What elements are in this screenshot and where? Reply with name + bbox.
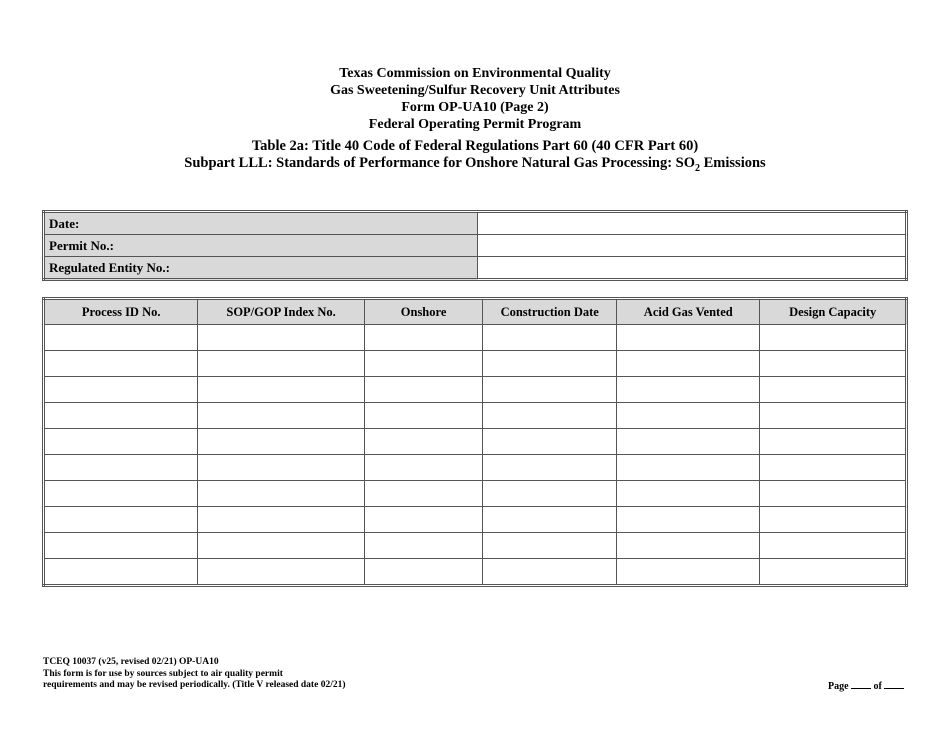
cell-process-id[interactable]	[44, 481, 198, 507]
table-row	[44, 559, 907, 586]
cell-acid-gas-vented[interactable]	[617, 325, 760, 351]
cell-design-capacity[interactable]	[760, 455, 907, 481]
subpart-title: Subpart LLL: Standards of Performance for Onshore Natural Gas Processing: $SO_2$ Emissions	[184, 155, 766, 174]
cell-onshore[interactable]	[364, 559, 483, 586]
cell-construction-date[interactable]	[483, 481, 617, 507]
cell-design-capacity[interactable]	[760, 325, 907, 351]
cell-sop-gop-index[interactable]	[198, 507, 364, 533]
date-field[interactable]	[478, 212, 907, 235]
cell-design-capacity[interactable]	[760, 429, 907, 455]
form-revision: TCEQ 10037 (v25, revised 02/21) OP-UA10	[43, 657, 219, 667]
cell-construction-date[interactable]	[483, 559, 617, 586]
table-row	[44, 507, 907, 533]
cell-acid-gas-vented[interactable]	[617, 455, 760, 481]
cell-design-capacity[interactable]	[760, 533, 907, 559]
table-header-row	[44, 299, 907, 325]
table-row	[44, 325, 907, 351]
table-body	[44, 325, 907, 586]
cell-construction-date[interactable]	[483, 351, 617, 377]
cell-process-id[interactable]	[44, 533, 198, 559]
cell-sop-gop-index[interactable]	[198, 429, 364, 455]
cell-construction-date[interactable]	[483, 377, 617, 403]
cell-acid-gas-vented[interactable]	[617, 559, 760, 586]
cell-construction-date[interactable]	[483, 455, 617, 481]
cell-acid-gas-vented[interactable]	[617, 507, 760, 533]
cell-sop-gop-index[interactable]	[198, 351, 364, 377]
cell-onshore[interactable]	[364, 481, 483, 507]
cell-construction-date[interactable]	[483, 403, 617, 429]
attributes-table	[42, 297, 908, 587]
program-name: Federal Operating Permit Program	[368, 117, 582, 132]
cell-design-capacity[interactable]	[760, 351, 907, 377]
table-row	[44, 533, 907, 559]
col-acid-gas-vented: Acid Gas Vented	[617, 299, 760, 325]
permit-label: Permit No.:	[44, 235, 478, 257]
cell-design-capacity[interactable]	[760, 507, 907, 533]
cell-onshore[interactable]	[364, 429, 483, 455]
cell-process-id[interactable]	[44, 455, 198, 481]
date-label: Date:	[44, 212, 478, 235]
permit-field[interactable]	[478, 235, 907, 257]
info-table	[42, 210, 908, 281]
cell-onshore[interactable]	[364, 455, 483, 481]
cell-design-capacity[interactable]	[760, 559, 907, 586]
table-row	[44, 429, 907, 455]
cell-onshore[interactable]	[364, 533, 483, 559]
cell-acid-gas-vented[interactable]	[617, 533, 760, 559]
entity-row	[44, 257, 907, 280]
cell-acid-gas-vented[interactable]	[617, 377, 760, 403]
date-row	[44, 212, 907, 235]
form-number: Form OP-UA10 (Page 2)	[401, 100, 549, 115]
cell-construction-date[interactable]	[483, 533, 617, 559]
footer-note-2: requirements and may be revised periodically. (Title V released date 02/21)	[43, 680, 346, 690]
cell-acid-gas-vented[interactable]	[617, 481, 760, 507]
cell-process-id[interactable]	[44, 559, 198, 586]
form-footer	[43, 657, 346, 692]
cell-process-id[interactable]	[44, 377, 198, 403]
form-header	[0, 65, 950, 133]
page-total-field[interactable]	[884, 679, 904, 689]
footer-note-1: This form is for use by sources subject to air quality permit	[43, 668, 283, 679]
cell-sop-gop-index[interactable]	[198, 455, 364, 481]
cell-onshore[interactable]	[364, 351, 483, 377]
cell-process-id[interactable]	[44, 403, 198, 429]
cell-design-capacity[interactable]	[760, 403, 907, 429]
cell-process-id[interactable]	[44, 325, 198, 351]
col-design-capacity: Design Capacity	[760, 299, 907, 325]
cell-sop-gop-index[interactable]	[198, 533, 364, 559]
page-label: Page	[828, 681, 849, 692]
cell-sop-gop-index[interactable]	[198, 377, 364, 403]
table-row	[44, 455, 907, 481]
page-counter	[828, 679, 904, 692]
form-subject: Gas Sweetening/Sulfur Recovery Unit Attributes	[330, 83, 620, 98]
cell-sop-gop-index[interactable]	[198, 481, 364, 507]
permit-row	[44, 235, 907, 257]
cell-design-capacity[interactable]	[760, 481, 907, 507]
cell-process-id[interactable]	[44, 429, 198, 455]
col-onshore: Onshore	[364, 299, 483, 325]
cell-construction-date[interactable]	[483, 429, 617, 455]
table-title: Table 2a: Title 40 Code of Federal Regulations Part 60 (40 CFR Part 60)	[251, 138, 699, 154]
cell-onshore[interactable]	[364, 377, 483, 403]
table-row	[44, 351, 907, 377]
cell-design-capacity[interactable]	[760, 377, 907, 403]
entity-label: Regulated Entity No.:	[44, 257, 478, 280]
cell-process-id[interactable]	[44, 351, 198, 377]
table-row	[44, 481, 907, 507]
col-sop-gop-index: SOP/GOP Index No.	[198, 299, 364, 325]
cell-process-id[interactable]	[44, 507, 198, 533]
subscript-2: 2	[695, 162, 701, 174]
entity-field[interactable]	[478, 257, 907, 280]
cell-onshore[interactable]	[364, 507, 483, 533]
cell-construction-date[interactable]	[483, 507, 617, 533]
col-process-id: Process ID No.	[44, 299, 198, 325]
cell-acid-gas-vented[interactable]	[617, 351, 760, 377]
agency-name: Texas Commission on Environmental Quality	[339, 66, 611, 81]
col-construction-date: Construction Date	[483, 299, 617, 325]
cell-acid-gas-vented[interactable]	[617, 403, 760, 429]
table-heading	[0, 138, 950, 177]
cell-onshore[interactable]	[364, 325, 483, 351]
cell-sop-gop-index[interactable]	[198, 325, 364, 351]
page-number-field[interactable]	[851, 679, 871, 689]
cell-acid-gas-vented[interactable]	[617, 429, 760, 455]
cell-sop-gop-index[interactable]	[198, 403, 364, 429]
of-label: of	[873, 681, 882, 692]
table-row	[44, 377, 907, 403]
cell-onshore[interactable]	[364, 403, 483, 429]
table-row	[44, 403, 907, 429]
cell-sop-gop-index[interactable]	[198, 559, 364, 586]
cell-construction-date[interactable]	[483, 325, 617, 351]
